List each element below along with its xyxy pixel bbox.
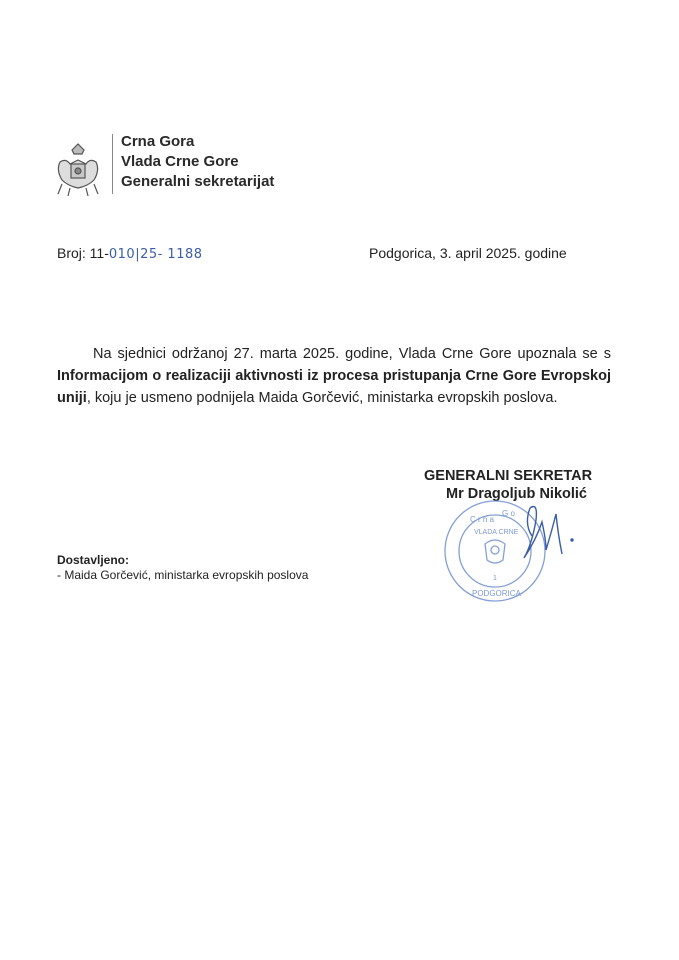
signatory-name: Mr Dragoljub Nikolić (446, 486, 587, 502)
svg-text:1: 1 (493, 575, 497, 582)
body-text-1: Na sjednici održanoj 27. marta 2025. godine, Vlada Crne Gore upoznala se s (93, 346, 611, 362)
coat-of-arms-icon (52, 140, 104, 200)
body-paragraph (57, 343, 611, 409)
svg-text:C r n a: C r n a (470, 515, 495, 524)
signatory-title: GENERALNI SEKRETAR (424, 468, 593, 484)
body-text-bold: Informacijom o realizaciji aktivnosti iz procesa pristupanja Crne Gore Evropskoj uniji (57, 368, 611, 406)
svg-text:PODGORICA: PODGORICA (472, 589, 521, 598)
handwritten-signature-icon (516, 500, 576, 570)
issuer-header (121, 132, 274, 192)
delivered-to-title: Dostavljeno: (57, 553, 130, 567)
issuer-country: Crna Gora (121, 133, 195, 150)
reference-number (57, 245, 203, 262)
body-text-2: , koju je usmeno podnijela Maida Gorčević, ministarka evropskih poslova. (86, 390, 558, 406)
header-divider (112, 134, 113, 194)
svg-text:VLADA CRNE: VLADA CRNE (474, 529, 519, 536)
reference-label: Broj: 11- (57, 245, 109, 261)
svg-text:G o: G o (502, 509, 515, 518)
issuer-government: Vlada Crne Gore (121, 153, 239, 170)
delivered-to-item: - Maida Gorčević, ministarka evropskih poslova (57, 568, 309, 582)
handwritten-reference: 010|25- 1188 (108, 247, 203, 262)
place-and-date: Podgorica, 3. april 2025. godine (369, 245, 567, 261)
issuer-department: Generalni sekretarijat (121, 173, 275, 190)
